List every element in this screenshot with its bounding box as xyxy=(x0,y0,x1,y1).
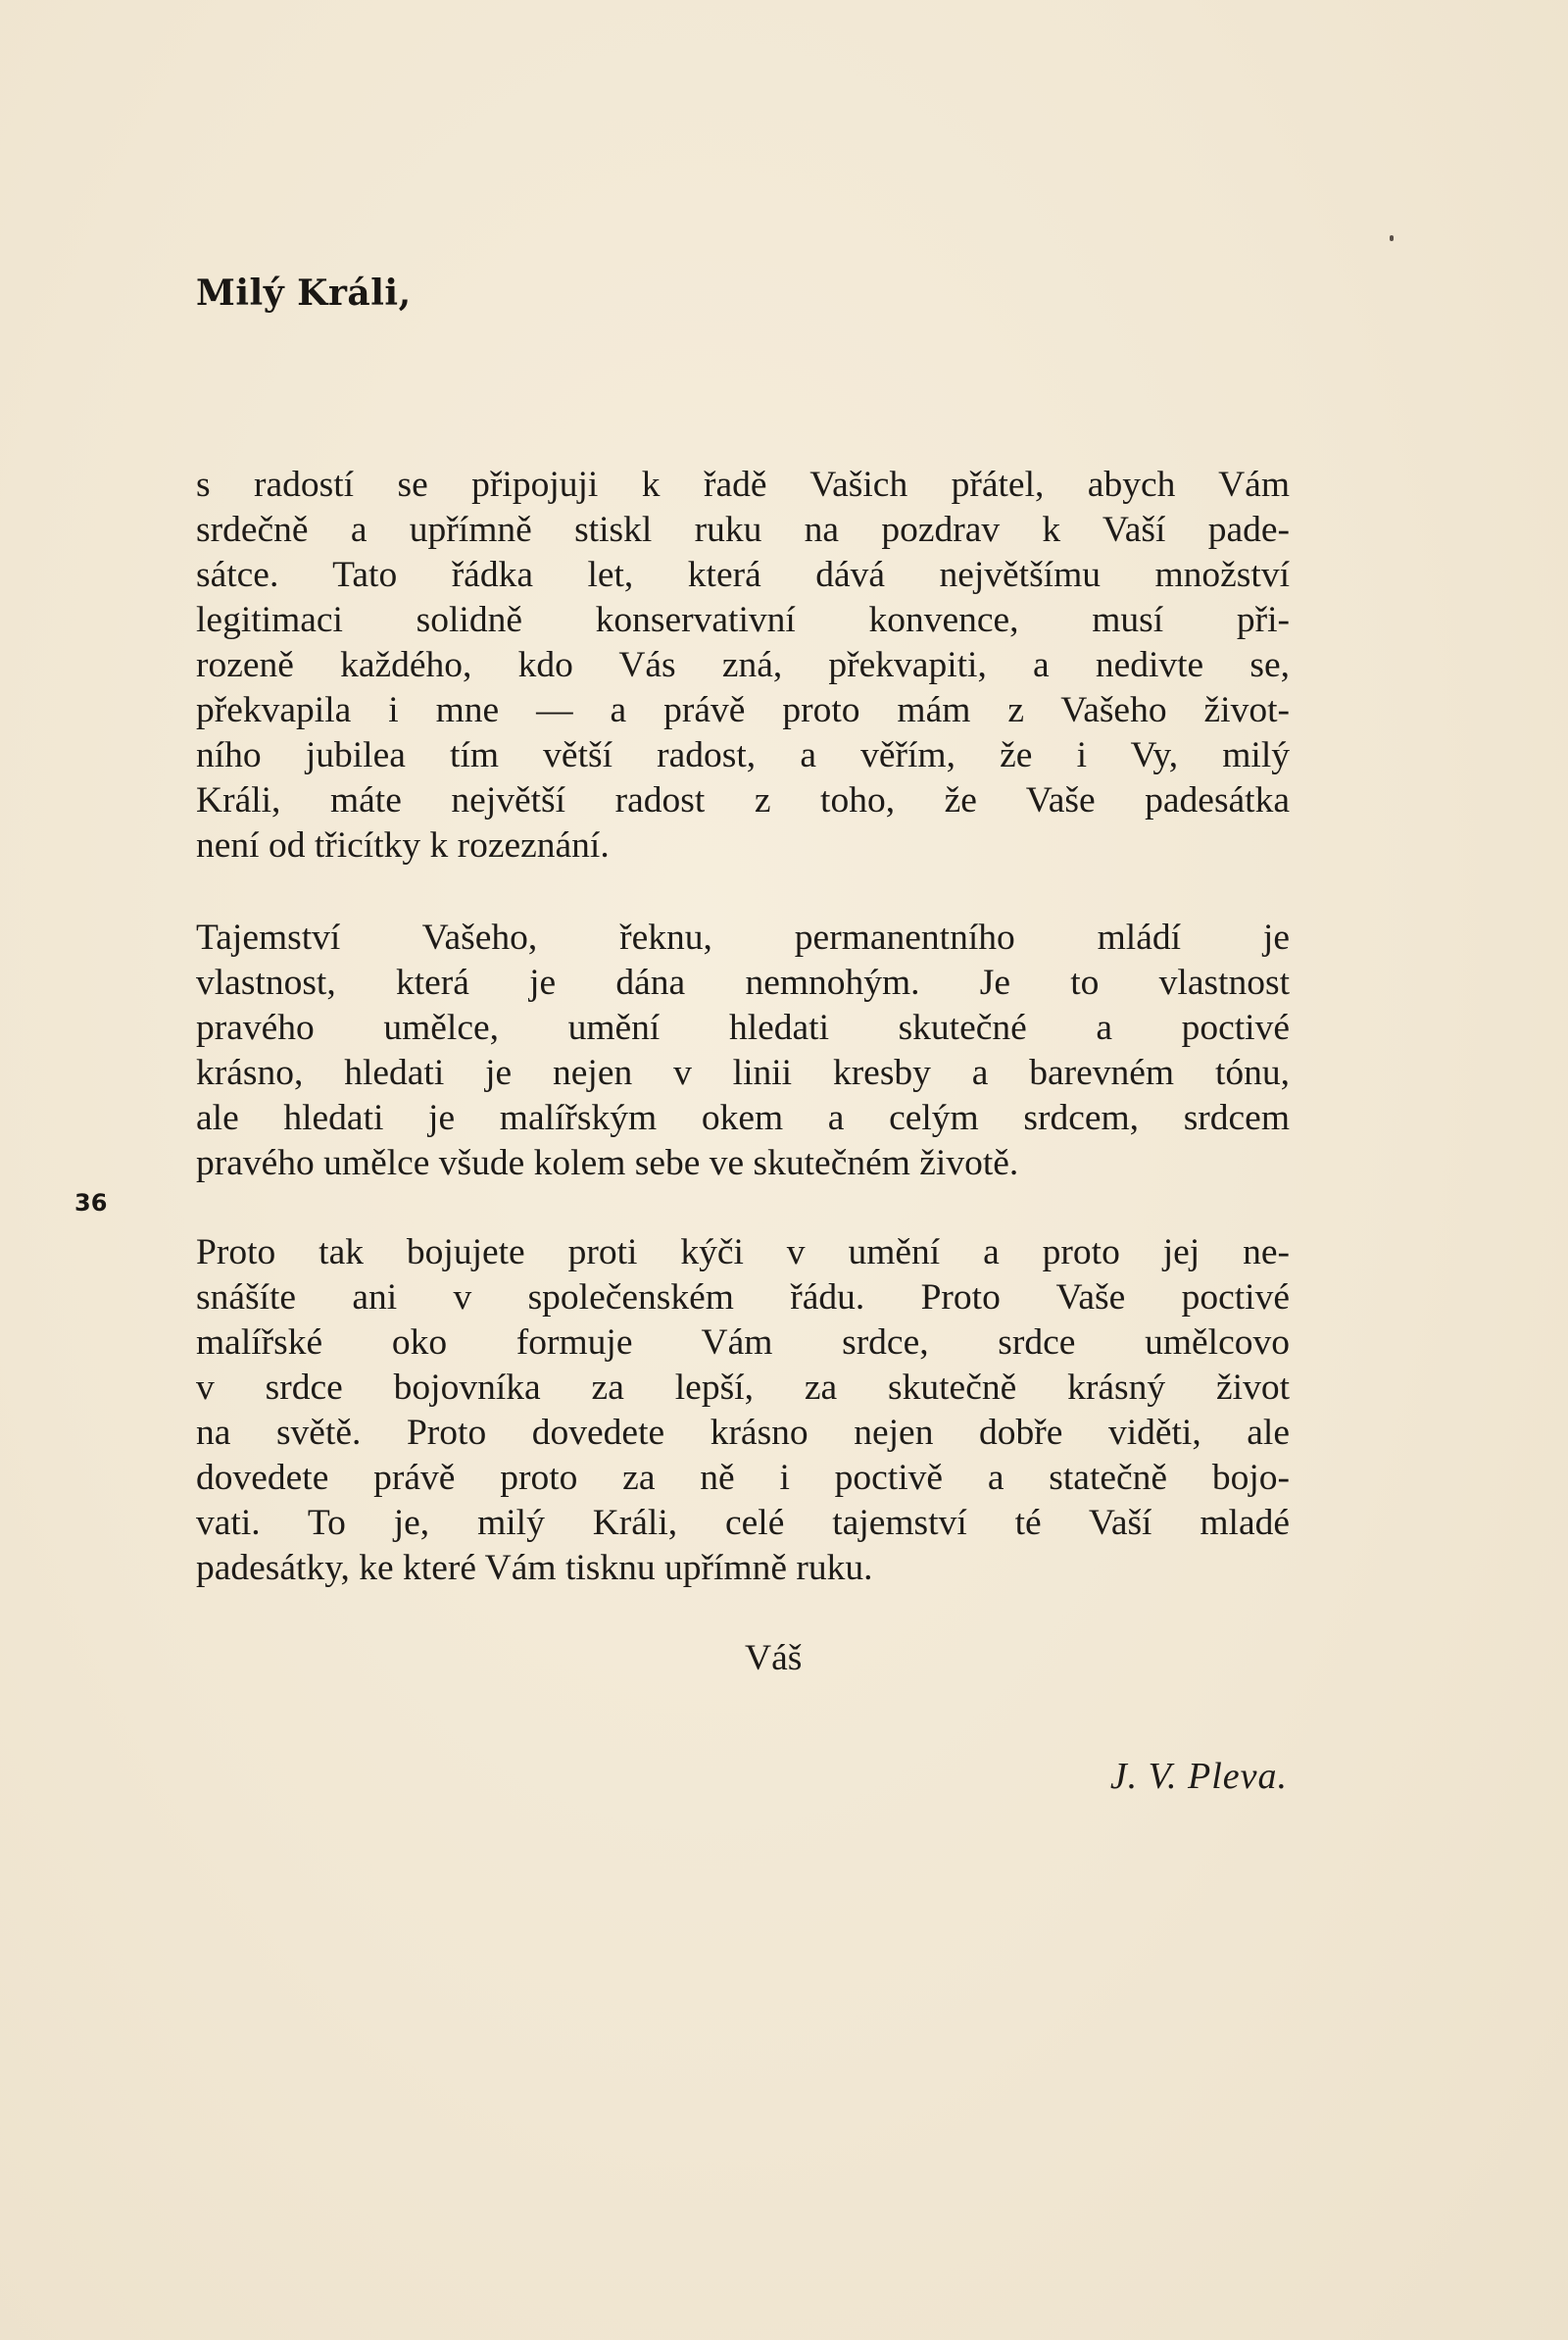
letter-closing: Váš xyxy=(745,1638,803,1678)
text-line: ního jubilea tím větší radost, a věřím, že i Vy, milý xyxy=(196,735,1290,775)
paragraph-1 xyxy=(196,463,1290,869)
author-signature: J. V. Pleva. xyxy=(1109,1756,1288,1797)
text-line: padesátky, ke které Vám tisknu upřímně ruku. xyxy=(196,1548,873,1588)
text-line: Králi, máte největší radost z toho, že Vaše padesátka xyxy=(196,780,1290,821)
text-line: s radostí se připojuji k řadě Vašich přátel, abych Vám xyxy=(196,465,1290,505)
paragraph-2 xyxy=(196,916,1290,1186)
text-line: vati. To je, milý Králi, celé tajemství té Vaší mladé xyxy=(196,1503,1290,1543)
text-line: dovedete právě proto za ně i poctivě a statečně bojo- xyxy=(196,1458,1290,1498)
text-line: není od třicítky k rozeznání. xyxy=(196,825,610,866)
text-line: na světě. Proto dovedete krásno nejen dobře viděti, ale xyxy=(196,1413,1290,1453)
text-line: snášíte ani v společenském řádu. Proto Vaše poctivé xyxy=(196,1277,1290,1318)
text-line: srdečně a upřímně stiskl ruku na pozdrav k Vaší pade- xyxy=(196,510,1290,550)
paragraph-3 xyxy=(196,1230,1290,1591)
page-number: 36 xyxy=(74,1189,108,1217)
text-line: legitimaci solidně konservativní konvence, musí při- xyxy=(196,600,1290,640)
letter-salutation: Milý Králi, xyxy=(196,273,412,314)
text-line: Proto tak bojujete proti kýči v umění a proto jej ne- xyxy=(196,1232,1290,1272)
paper-speck xyxy=(1390,235,1394,241)
text-line: sátce. Tato řádka let, která dává největšímu množství xyxy=(196,555,1290,595)
text-line: pravého umělce všude kolem sebe ve skutečném životě. xyxy=(196,1143,1019,1183)
text-line: Tajemství Vašeho, řeknu, permanentního mládí je xyxy=(196,918,1290,958)
text-line: malířské oko formuje Vám srdce, srdce umělcovo xyxy=(196,1322,1290,1363)
text-line: krásno, hledati je nejen v linii kresby a barevném tónu, xyxy=(196,1053,1290,1093)
text-line: v srdce bojovníka za lepší, za skutečně krásný život xyxy=(196,1368,1290,1408)
text-line: pravého umělce, umění hledati skutečné a poctivé xyxy=(196,1008,1290,1048)
text-line: ale hledati je malířským okem a celým srdcem, srdcem xyxy=(196,1098,1290,1138)
text-line: vlastnost, která je dána nemnohým. Je to vlastnost xyxy=(196,963,1290,1003)
text-line: rozeně každého, kdo Vás zná, překvapiti, a nedivte se, xyxy=(196,645,1290,685)
text-line: překvapila i mne — a právě proto mám z Vašeho život- xyxy=(196,690,1290,730)
